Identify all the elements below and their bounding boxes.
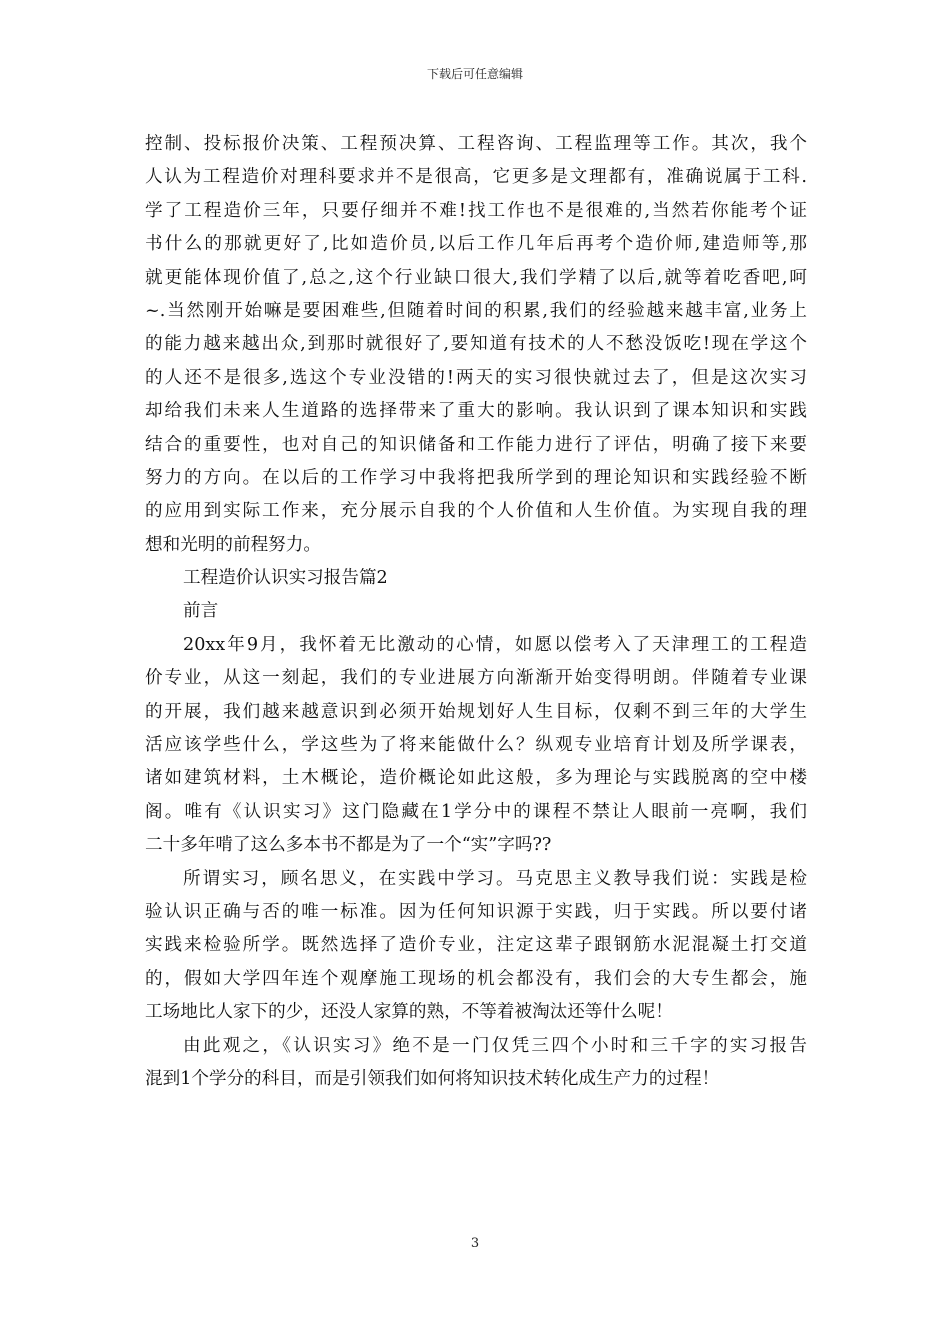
section-title: 工程造价认识实习报告篇2 bbox=[183, 568, 388, 589]
page-header: 下载后可任意编辑 bbox=[426, 67, 523, 81]
text-line: 实践来检验所学。既然选择了造价专业，注定这辈子跟钢筋水泥混凝土打交道 bbox=[145, 935, 807, 956]
text-line: 就更能体现价值了,总之,这个行业缺口很大,我们学精了以后,就等着吃香吧,呵 bbox=[145, 267, 807, 288]
text-line: 阁。唯有《认识实习》这门隐藏在1学分中的课程不禁让人眼前一亮啊，我们 bbox=[145, 801, 807, 822]
text-line: 活应该学些什么，学这些为了将来能做什么？纵观专业培育计划及所学课表， bbox=[145, 735, 807, 756]
text-line: 控制、投标报价决策、工程预决算、工程咨询、工程监理等工作。其次，我个 bbox=[145, 134, 807, 154]
text-line: 结合的重要性，也对自己的知识储备和工作能力进行了评估，明确了接下来要 bbox=[145, 434, 807, 455]
paragraph-preface-1 bbox=[145, 629, 807, 863]
text-line: 工场地比人家下的少，还没人家算的熟，不等着被淘汰还等什么呢！ bbox=[145, 1002, 673, 1023]
text-line: 书什么的那就更好了,比如造价员,以后工作几年后再考个造价师,建造师等,那 bbox=[145, 234, 807, 255]
text-line: 的人还不是很多,选这个专业没错的!两天的实习很快就过去了，但是这次实习 bbox=[145, 367, 807, 388]
document-body bbox=[145, 128, 807, 1096]
text-line: 价专业，从这一刻起，我们的专业进展方向渐渐开始变得明朗。伴随着专业课 bbox=[145, 668, 807, 689]
text-line: 验认识正确与否的唯一标准。因为任何知识源于实践，归于实践。所以要付诸 bbox=[145, 901, 807, 922]
paragraph-preface-3 bbox=[145, 1030, 807, 1097]
text-line: 20xx年9月，我怀着无比激动的心情，如愿以偿考入了天津理工的工程造 bbox=[183, 634, 807, 655]
text-line: 二十多年啃了这么多本书不都是为了一个“实”字吗?? bbox=[145, 835, 552, 856]
text-line: 的应用到实际工作来，充分展示自我的个人价值和人生价值。为实现自我的理 bbox=[145, 501, 807, 522]
text-line: 努力的方向。在以后的工作学习中我将把我所学到的理论知识和实践经验不断 bbox=[145, 467, 807, 488]
text-line: 诸如建筑材料，土木概论，造价概论如此这般，多为理论与实践脱离的空中楼 bbox=[145, 768, 807, 789]
text-line: 想和光明的前程努力。 bbox=[145, 534, 321, 555]
text-line: 人认为工程造价对理科要求并不是很高，它更多是文理都有，准确说属于工科. bbox=[145, 167, 807, 188]
text-line: 所谓实习，顾名思义，在实践中学习。马克思主义教导我们说：实践是检 bbox=[183, 868, 807, 889]
text-line: 混到1个学分的科目，而是引领我们如何将知识技术转化成生产力的过程！ bbox=[145, 1068, 720, 1089]
text-line: ~.当然刚开始嘛是要困难些,但随着时间的积累,我们的经验越来越丰富,业务上 bbox=[145, 300, 807, 321]
text-line: 学了工程造价三年，只要仔细并不难!找工作也不是很难的,当然若你能考个证 bbox=[145, 200, 807, 221]
text-line: 由此观之，《认识实习》绝不是一门仅凭三四个小时和三千字的实习报告 bbox=[183, 1035, 807, 1056]
text-line: 的，假如大学四年连个观摩施工现场的机会都没有，我们会的大专生都会，施 bbox=[145, 968, 807, 989]
text-line: 的能力越来越出众,到那时就很好了,要知道有技术的人不愁没饭吃!现在学这个 bbox=[145, 334, 807, 355]
paragraph-continuation bbox=[145, 128, 807, 562]
text-line: 却给我们未来人生道路的选择带来了重大的影响。我认识到了课本知识和实践 bbox=[145, 401, 807, 422]
paragraph-preface-2 bbox=[145, 863, 807, 1030]
page-number: 3 bbox=[470, 1236, 480, 1251]
text-line: 的开展，我们越来越意识到必须开始规划好人生目标，仅剩不到三年的大学生 bbox=[145, 701, 807, 722]
preface-heading: 前言 bbox=[183, 601, 219, 622]
